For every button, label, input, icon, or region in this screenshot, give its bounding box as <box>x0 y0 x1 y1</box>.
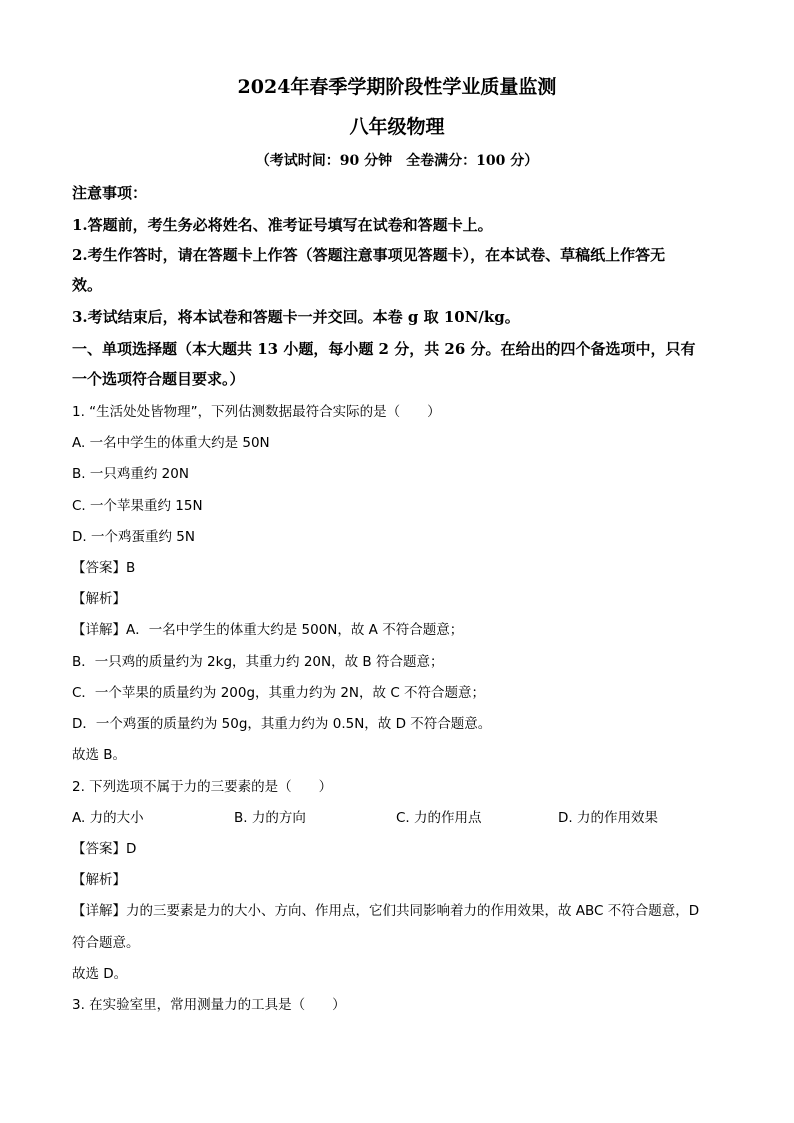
q2-detail-2: 符合题意。 <box>72 935 140 951</box>
exam-meta: （考试时间：90 分钟 全卷满分：100 分） <box>255 153 539 169</box>
q2-detail-1: 【详解】力的三要素是力的大小、方向、作用点，它们共同影响着力的作用效果，故 ABC 不符合题意，D <box>72 903 700 919</box>
q1-conclusion: 故选 B。 <box>72 747 127 763</box>
q1-option-d: D. 一个鸡蛋重约 5N <box>72 529 195 545</box>
q2-option-a: A. 力的大小 <box>72 810 144 826</box>
q2-option-b: B. 力的方向 <box>234 810 306 826</box>
section-heading-cont: 一个选项符合题目要求。） <box>72 370 245 388</box>
q1-stem: 1. “生活处处皆物理”，下列估测数据最符合实际的是（ ） <box>72 404 441 420</box>
q1-answer: 【答案】B <box>72 560 136 576</box>
section-heading: 一、单项选择题（本大题共 13 小题，每小题 2 分，共 26 分。在给出的四个备选项中，只有 <box>72 340 696 358</box>
q3-stem: 3. 在实验室里，常用测量力的工具是（ ） <box>72 997 346 1013</box>
q1-option-b: B. 一只鸡重约 20N <box>72 466 189 482</box>
q1-option-c: C. 一个苹果重约 15N <box>72 498 203 514</box>
q1-detail-2: B．一只鸡的质量约为 2kg，其重力约 20N，故 B 符合题意； <box>72 654 444 670</box>
q1-detail-3: C．一个苹果的质量约为 200g，其重力约为 2N，故 C 不符合题意； <box>72 685 486 701</box>
q2-analysis-label: 【解析】 <box>72 872 126 888</box>
q1-option-a: A. 一名中学生的体重大约是 50N <box>72 435 270 451</box>
q2-option-c: C. 力的作用点 <box>396 810 482 826</box>
exam-subject: 八年级物理 <box>349 116 445 138</box>
notice-item-1: 1.答题前，考生务必将姓名、准考证号填写在试卷和答题卡上。 <box>72 216 493 234</box>
q1-detail-4: D．一个鸡蛋的质量约为 50g，其重力约为 0.5N，故 D 不符合题意。 <box>72 716 492 732</box>
exam-title: 2024年春季学期阶段性学业质量监测 <box>237 76 557 98</box>
q1-analysis-label: 【解析】 <box>72 591 126 607</box>
notice-item-2: 2.考生作答时，请在答题卡上作答（答题注意事项见答题卡），在本试卷、草稿纸上作答无 <box>72 246 666 264</box>
q2-option-d: D. 力的作用效果 <box>558 810 658 826</box>
q2-options <box>72 806 722 826</box>
q1-detail-1: 【详解】A．一名中学生的体重大约是 500N，故 A 不符合题意； <box>72 622 464 638</box>
notice-item-2-cont: 效。 <box>72 276 103 294</box>
q2-answer: 【答案】D <box>72 841 137 857</box>
notice-item-3: 3.考试结束后，将本试卷和答题卡一并交回。本卷 g 取 10N/kg。 <box>72 308 520 326</box>
notice-heading: 注意事项： <box>72 184 148 202</box>
q2-stem: 2. 下列选项不属于力的三要素的是（ ） <box>72 779 333 795</box>
q2-conclusion: 故选 D。 <box>72 966 128 982</box>
